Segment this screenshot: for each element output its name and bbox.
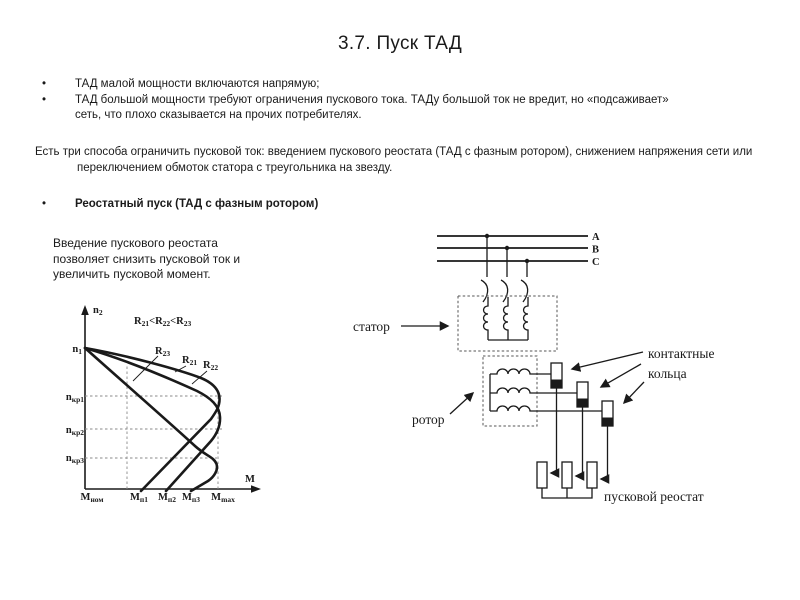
tick-Mp3: Мп3 xyxy=(182,492,200,504)
rings-arrow-2 xyxy=(601,364,641,387)
switch-blade-icon xyxy=(481,280,488,302)
slide-title: 3.7. Пуск ТАД xyxy=(337,33,463,54)
rheostat-label: пусковой реостат xyxy=(604,489,704,504)
tick-Mp2: Мп2 xyxy=(158,492,176,504)
rotor-coil xyxy=(490,369,551,374)
rotor-arrow xyxy=(450,393,473,414)
ring-to-rheostat-wire xyxy=(601,426,608,479)
curve-R23 xyxy=(85,348,217,491)
rotor-coil xyxy=(490,388,577,393)
tick-Mnom: Мном xyxy=(80,492,104,504)
rotor-label: ротор xyxy=(412,412,445,427)
rings-label-line1: контактные xyxy=(648,346,715,361)
torque-speed-chart xyxy=(66,305,261,504)
tick-n1: n1 xyxy=(72,344,82,356)
tick-nkr3: nкр3 xyxy=(65,453,84,465)
curve-R22 xyxy=(85,348,220,491)
slip-ring xyxy=(577,382,588,407)
y-axis-arrow-icon xyxy=(81,305,89,315)
rheostat-common-bus xyxy=(542,488,592,498)
paragraph-three-ways: Есть три способа ограничить пусковой ток: введением пускового реостата (ТАД с фазным ротором), снижением напряжения сети или переключением обмоток статора с треугольника на звезду. xyxy=(35,146,753,174)
x-axis-arrow-icon xyxy=(251,485,261,493)
tick-Mmax: Мmax xyxy=(211,492,235,504)
chart-title: R21<R22<R23 xyxy=(134,316,192,328)
phase-label-A: A xyxy=(592,232,600,243)
rheostat-resistor xyxy=(537,462,547,488)
rheostat-resistor xyxy=(562,462,572,488)
tick-Mp1: Мп1 xyxy=(130,492,148,504)
phase-label-C: C xyxy=(592,257,600,268)
rings-arrow-3 xyxy=(624,382,644,403)
note-text: Введение пускового реостата позволяет снизить пусковой ток и увеличить пусковой момент. xyxy=(53,236,241,281)
switch-blade-icon xyxy=(521,280,528,302)
ring-to-rheostat-wire xyxy=(551,388,557,473)
curve-label-R21: R21 xyxy=(182,355,198,367)
bullet-item: • ТАД большой мощности требуют ограничения пускового тока. ТАДу большой ток не вредит, но «подсаживает» сеть, что плохо сказывается на прочих потребителях. xyxy=(42,93,687,124)
stator-coil xyxy=(484,297,489,340)
stator-coil xyxy=(504,297,508,340)
tick-nkr1: nкр1 xyxy=(65,392,84,404)
stator-coil xyxy=(524,297,529,340)
rings-arrow-1 xyxy=(572,352,643,369)
bullet-label: Реостатный пуск (ТАД с фазным ротором) xyxy=(75,198,319,210)
curve-R21 xyxy=(85,348,220,491)
curve-label-R22: R22 xyxy=(203,360,219,372)
tick-nkr2: nкр2 xyxy=(65,425,84,437)
y-axis-label: n2 xyxy=(93,305,103,317)
bullet-item: • ТАД малой мощности включаются напрямую; xyxy=(42,77,687,93)
ring-to-rheostat-wire xyxy=(576,407,583,476)
stator-label: статор xyxy=(353,319,390,334)
slip-ring xyxy=(602,401,613,426)
switch-blade-icon xyxy=(501,280,508,302)
phase-label-B: B xyxy=(592,244,600,256)
circuit-diagram xyxy=(353,232,714,504)
slip-ring xyxy=(551,363,562,388)
rheostat-resistor xyxy=(587,462,597,488)
x-axis-label: М xyxy=(245,474,255,485)
rings-label-line2: кольца xyxy=(648,366,687,381)
curve-label-R23: R23 xyxy=(155,346,171,358)
